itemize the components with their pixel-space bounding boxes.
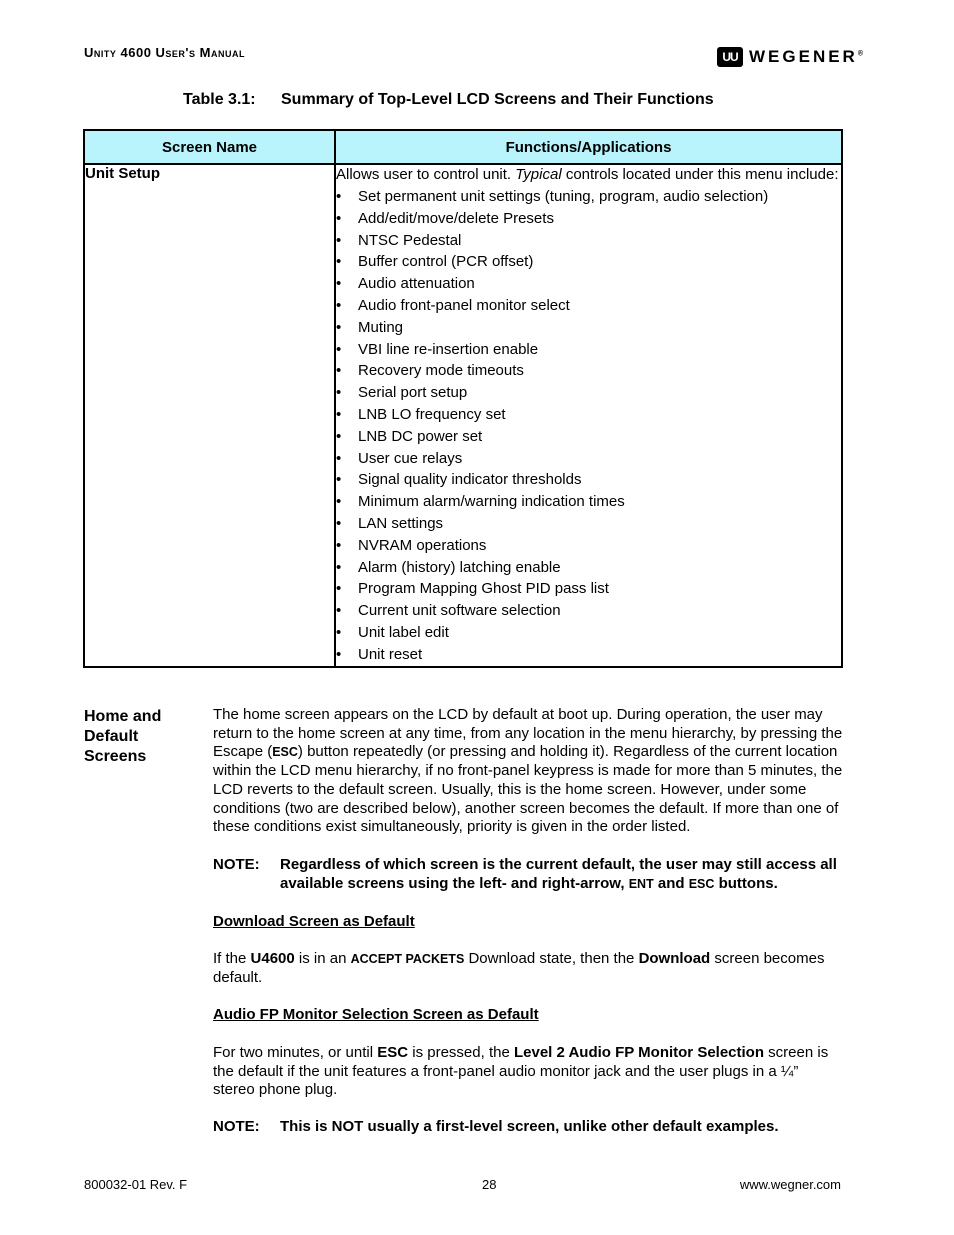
function-list-item: • Current unit software selection [336, 600, 841, 622]
screen-name-cell: Unit Setup [84, 164, 335, 667]
note-first-level [213, 1118, 843, 1137]
function-list-item: • LAN settings [336, 513, 841, 535]
page-number: 28 [482, 1177, 497, 1192]
function-list-item: • Audio front-panel monitor select [336, 295, 841, 317]
function-list-item: • NTSC Pedestal [336, 230, 841, 252]
function-list-item: • Set permanent unit settings (tuning, program, audio selection) [336, 186, 841, 208]
note-text: Regardless of which screen is the current default, the user may still access all available screens using the left- and right-arrow, ENT and ESC buttons. [280, 856, 837, 892]
function-list-item: • Alarm (history) latching enable [336, 557, 841, 579]
functions-cell [335, 164, 842, 667]
table-row [84, 164, 842, 667]
download-paragraph: If the U4600 is in an ACCEPT PACKETS Download state, then the Download screen becomes default. [213, 950, 825, 986]
function-list-item: • Muting [336, 317, 841, 339]
function-list-item: • VBI line re-insertion enable [336, 339, 841, 361]
audio-subheading: Audio FP Monitor Selection Screen as Default [213, 1006, 539, 1023]
brand-name: WEGENER® [749, 47, 864, 66]
function-list-item: • Add/edit/move/delete Presets [336, 208, 841, 230]
screens-summary-table [83, 129, 843, 668]
function-list-item: • Recovery mode timeouts [336, 360, 841, 382]
note-label: NOTE: [213, 1118, 260, 1135]
table-number: Table 3.1: [183, 91, 256, 108]
doc-number: 800032-01 Rev. F [84, 1177, 188, 1192]
note-access-screens [213, 856, 843, 893]
function-list-item: • Unit reset [336, 644, 841, 666]
note-label: NOTE: [213, 856, 260, 873]
wegener-logo [717, 47, 863, 67]
logo-mark-icon: UU [717, 47, 743, 67]
website: www.wegner.com [739, 1177, 841, 1192]
functions-list [336, 186, 841, 666]
note-text: This is NOT usually a first-level screen, unlike other default examples. [280, 1118, 779, 1135]
audio-paragraph: For two minutes, or until ESC is pressed, the Level 2 Audio FP Monitor Selection screen is the default if the unit features a front-panel audio monitor jack and the user plugs in a ¼” stereo phone plug. [213, 1044, 829, 1099]
table-title: Summary of Top-Level LCD Screens and Their Functions [281, 91, 714, 108]
function-list-item: • Unit label edit [336, 622, 841, 644]
function-list-item: • NVRAM operations [336, 535, 841, 557]
function-list-item: • Program Mapping Ghost PID pass list [336, 578, 841, 600]
table-caption [183, 91, 714, 109]
download-subheading: Download Screen as Default [213, 913, 415, 930]
functions-intro: Allows user to control unit. Typical controls located under this menu include: [336, 166, 839, 183]
function-list-item: • Signal quality indicator thresholds [336, 469, 841, 491]
intro-paragraph: The home screen appears on the LCD by default at boot up. During operation, the user may return to the home screen at any time, from any location in the menu hierarchy, by pressing the Escape (ESC) button repeatedly (or pressing and holding it). Regardless of the current location within the LCD menu hierarchy, if no front-panel keypress is made for more than 5 minutes, the LCD reverts to the default screen. Usually, this is the home screen. However, under some conditions (two are described below), another screen becomes the default. If more than one of these conditions exist simultaneously, priority is given in the order listed. [213, 706, 843, 836]
function-list-item: • User cue relays [336, 448, 841, 470]
function-list-item: • Audio attenuation [336, 273, 841, 295]
function-list-item: • LNB DC power set [336, 426, 841, 448]
section-heading: Home and Default Screens [84, 708, 162, 765]
manual-title: Unity 4600 User's Manual [84, 45, 245, 60]
column-header-screen-name: Screen Name [84, 130, 335, 164]
function-list-item: • Buffer control (PCR offset) [336, 251, 841, 273]
function-list-item: • Serial port setup [336, 382, 841, 404]
column-header-functions: Functions/Applications [335, 130, 842, 164]
function-list-item: • LNB LO frequency set [336, 404, 841, 426]
table-header-row [84, 130, 842, 164]
function-list-item: • Minimum alarm/warning indication times [336, 491, 841, 513]
